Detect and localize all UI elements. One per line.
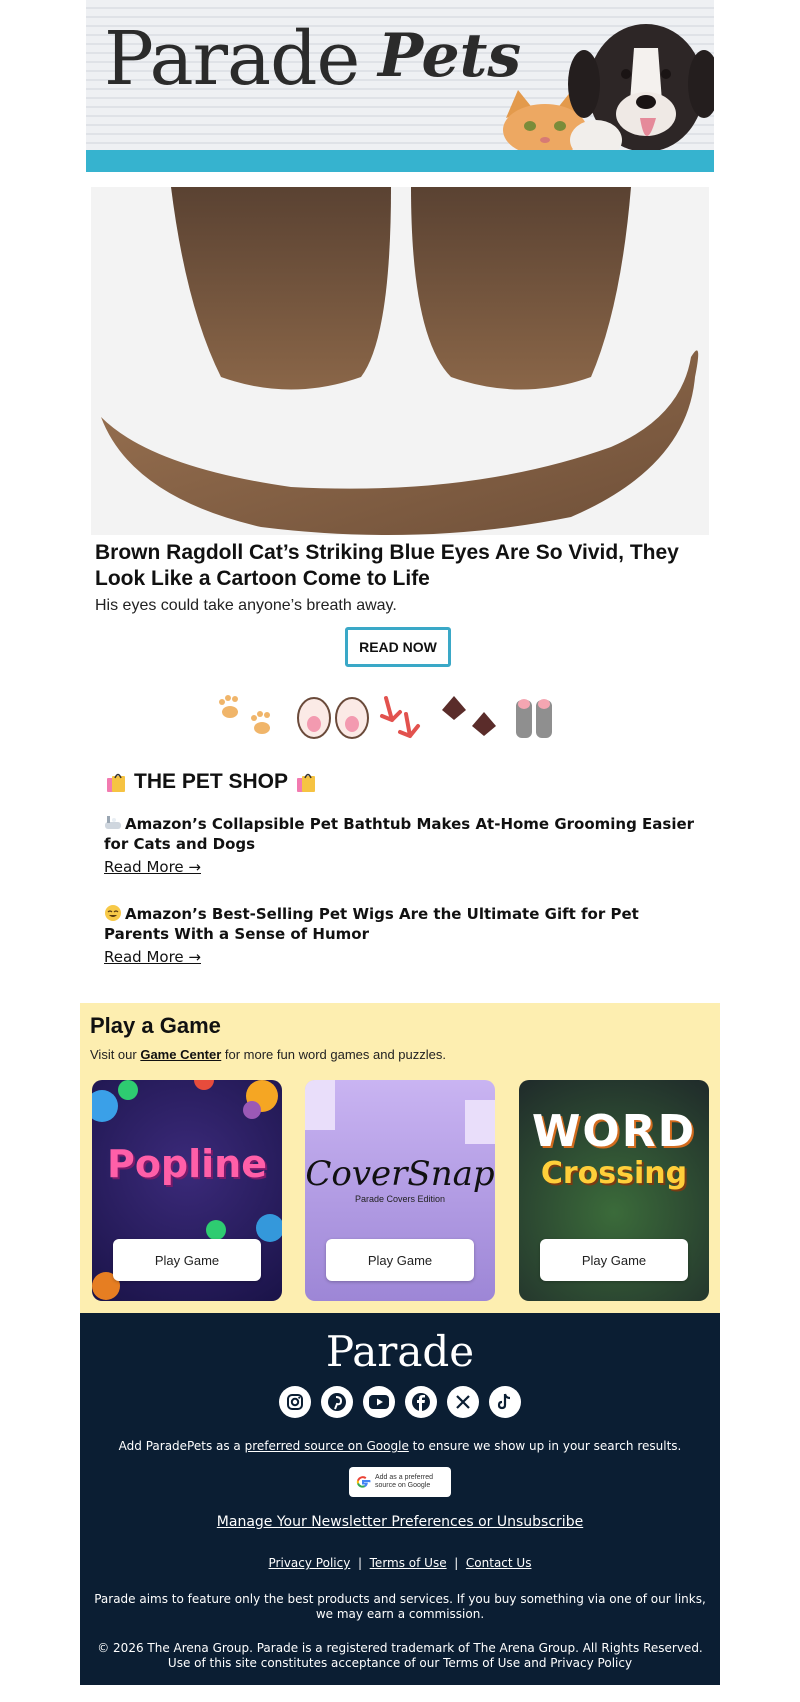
- laughing-face-icon: [104, 904, 122, 922]
- footer-logo[interactable]: Parade: [325, 1327, 475, 1376]
- game-card-word-crossing[interactable]: [519, 1080, 709, 1301]
- banner-accent-bar: [86, 150, 714, 172]
- manage-preferences-link[interactable]: Manage Your Newsletter Preferences or Unsubscribe: [216, 1514, 584, 1530]
- games-heading: Play a Game: [90, 1013, 221, 1038]
- pet-shop-heading: [104, 770, 318, 794]
- footer-links: Privacy Policy | Terms of Use | Contact Us: [268, 1556, 532, 1570]
- bunny-paw-icon: [298, 698, 368, 738]
- shop-item: [104, 814, 704, 876]
- play-game-button[interactable]: Play Game: [113, 1239, 261, 1281]
- shop-item-title[interactable]: Amazon’s Best-Selling Pet Wigs Are the Ultimate Gift for Pet Parents With a Sense of Humor: [104, 905, 639, 943]
- games-section: [80, 1003, 720, 1313]
- coversnap-logo: CoverSnap: [305, 1154, 495, 1194]
- tiktok-icon[interactable]: [489, 1386, 521, 1418]
- shopping-bag-icon: [104, 770, 128, 794]
- preferred-source-text: Add ParadePets as a preferred source on Google to ensure we show up in your search results.: [118, 1439, 682, 1453]
- read-now-button[interactable]: READ NOW: [345, 627, 451, 667]
- social-links: [279, 1386, 521, 1418]
- word-crossing-logo-word: WORD: [531, 1106, 697, 1157]
- bird-track-icon: [382, 698, 418, 736]
- shop-item-title[interactable]: Amazon’s Collapsible Pet Bathtub Makes At-Home Grooming Easier for Cats and Dogs: [104, 815, 695, 853]
- word-crossing-logo-crossing: Crossing: [540, 1156, 688, 1191]
- instagram-icon[interactable]: [279, 1386, 311, 1418]
- game-center-link[interactable]: Game Center: [140, 1047, 222, 1062]
- read-more-link[interactable]: Read More →: [104, 858, 201, 876]
- contact-us-link[interactable]: Contact Us: [465, 1556, 532, 1570]
- popline-logo: Popline: [106, 1142, 268, 1186]
- header-banner[interactable]: [86, 0, 714, 172]
- play-game-button[interactable]: Play Game: [540, 1239, 688, 1281]
- terms-of-use-link[interactable]: Terms of Use: [369, 1556, 447, 1570]
- brand-logo-parade: Parade: [104, 16, 360, 102]
- preferred-source-link[interactable]: preferred source on Google: [244, 1439, 409, 1453]
- shop-item: [104, 904, 704, 966]
- article-headline[interactable]: Brown Ragdoll Cat’s Striking Blue Eyes Are So Vivid, They Look Like a Cartoon Come to Life: [95, 541, 679, 590]
- shopping-bag-icon: [294, 770, 318, 794]
- privacy-policy-link[interactable]: Privacy Policy: [268, 1556, 351, 1570]
- footer: [80, 1313, 720, 1685]
- youtube-icon[interactable]: [363, 1386, 395, 1418]
- cat-paws-icon: [516, 699, 552, 738]
- brand-logo-pets: Pets: [378, 21, 522, 91]
- dog-photo: [566, 18, 714, 158]
- game-card-coversnap[interactable]: [305, 1080, 495, 1301]
- orange-paw-icon: [219, 695, 270, 734]
- pinterest-icon[interactable]: [321, 1386, 353, 1418]
- games-subtitle: Visit our Game Center for more fun word games and puzzles.: [90, 1047, 446, 1062]
- google-preferred-source-badge[interactable]: [349, 1467, 451, 1497]
- hero-image[interactable]: [91, 187, 709, 535]
- manage-preferences: [80, 1514, 720, 1530]
- cat-paws-photo: [91, 187, 709, 535]
- play-game-button[interactable]: Play Game: [326, 1239, 474, 1281]
- paw-prints-divider: [210, 690, 590, 742]
- x-icon[interactable]: [447, 1386, 479, 1418]
- article-dek: His eyes could take anyone’s breath away.: [95, 597, 397, 614]
- affiliate-disclaimer: Parade aims to feature only the best products and services. If you buy something via one of our links, we may earn a commission.: [94, 1592, 706, 1621]
- read-more-link[interactable]: Read More →: [104, 948, 201, 966]
- game-card-popline[interactable]: [92, 1080, 282, 1301]
- pet-shop-title: THE PET SHOP: [134, 770, 289, 793]
- coversnap-tagline: Parade Covers Edition: [354, 1194, 446, 1204]
- hoof-print-icon: [442, 696, 496, 736]
- badge-line-2: source on Google: [375, 1482, 431, 1489]
- google-icon: [355, 1474, 371, 1490]
- facebook-icon[interactable]: [405, 1386, 437, 1418]
- bathtub-icon: [104, 814, 122, 832]
- copyright: © 2026 The Arena Group. Parade is a registered trademark of The Arena Group. All Rights Reserved. Use of this site constitutes acceptance of our Terms of Use and Privacy Policy: [97, 1641, 703, 1670]
- badge-line-1: Add as a preferred: [375, 1474, 433, 1481]
